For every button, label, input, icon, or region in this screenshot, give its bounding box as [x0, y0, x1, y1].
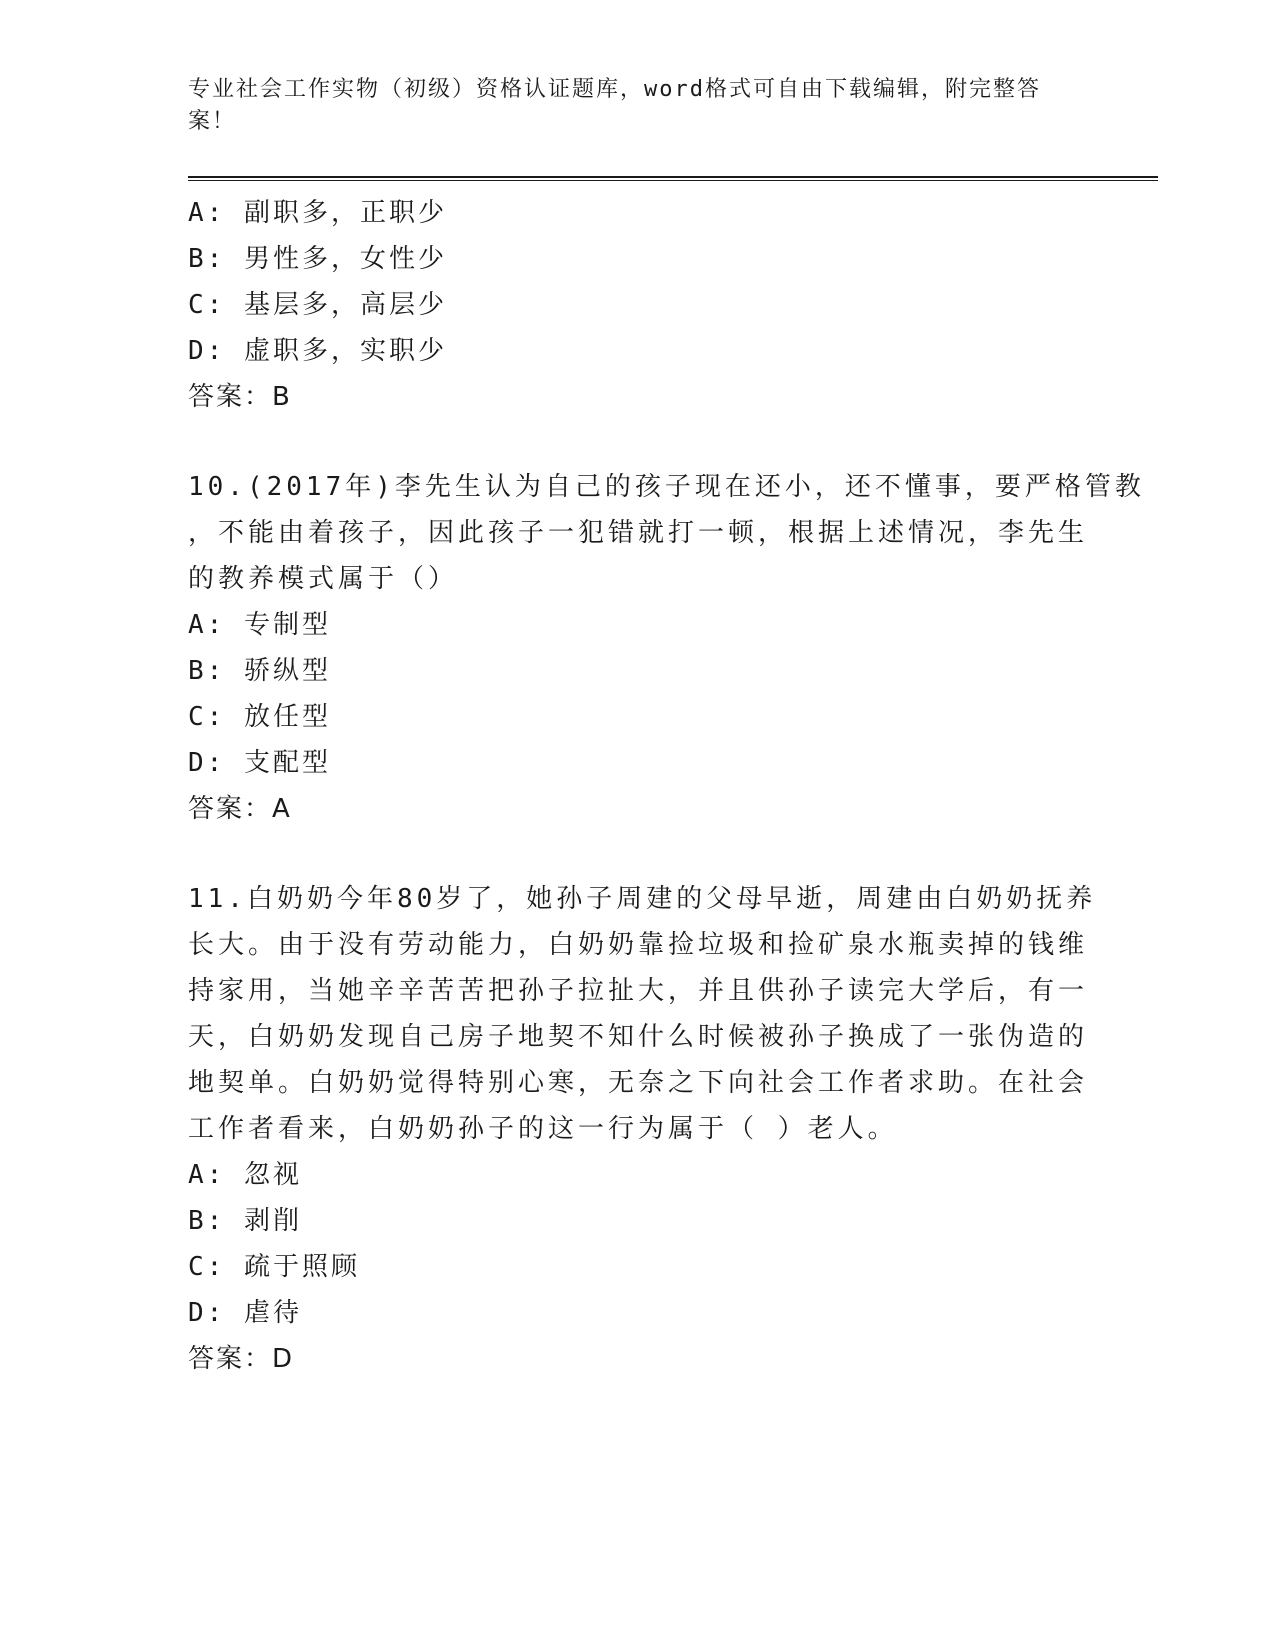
document-header	[188, 74, 1088, 138]
option-d: D: 虚职多，实职少	[188, 336, 447, 366]
question-stem-line: ，不能由着孩子，因此孩子一犯错就打一顿，根据上述情况，李先生	[188, 518, 1089, 548]
question-10	[188, 464, 1145, 832]
question-9	[188, 190, 1088, 420]
question-stem-line: 工作者看来，白奶奶孙子的这一行为属于（ ）老人。	[188, 1114, 898, 1144]
option-c: C: 放任型	[188, 702, 331, 732]
question-stem-line: 的教养模式属于（）	[188, 564, 459, 594]
option-d: D: 虐待	[188, 1298, 302, 1328]
answer-label: 答案：D	[188, 1344, 295, 1374]
option-a: A: 忽视	[188, 1160, 302, 1190]
option-b: B: 剥削	[188, 1206, 302, 1236]
question-stem-line: 10.(2017年)李先生认为自己的孩子现在还小，还不懂事，要严格管教	[188, 472, 1145, 502]
question-stem-line: 地契单。白奶奶觉得特别心寒，无奈之下向社会工作者求助。在社会	[188, 1068, 1089, 1098]
option-c: C: 疏于照顾	[188, 1252, 360, 1282]
question-spacer	[188, 420, 1088, 464]
answer-label: 答案：A	[188, 794, 292, 824]
header-line-2: 案！	[188, 109, 237, 134]
answer-label: 答案：B	[188, 382, 292, 412]
question-stem-line: 11.白奶奶今年80岁了，她孙子周建的父母早逝，周建由白奶奶抚养	[188, 884, 1097, 914]
question-spacer	[188, 832, 1088, 876]
option-b: B: 男性多，女性少	[188, 244, 447, 274]
option-a: A: 专制型	[188, 610, 331, 640]
header-line-1: 专业社会工作实物（初级）资格认证题库，word格式可自由下载编辑，附完整答	[188, 77, 1041, 102]
option-a: A: 副职多，正职少	[188, 198, 447, 228]
question-11	[188, 876, 1097, 1382]
header-divider	[188, 176, 1158, 181]
question-stem-line: 长大。由于没有劳动能力，白奶奶靠捡垃圾和捡矿泉水瓶卖掉的钱维	[188, 930, 1089, 960]
option-c: C: 基层多，高层少	[188, 290, 447, 320]
question-list	[188, 190, 1145, 1382]
question-stem-line: 持家用，当她辛辛苦苦把孙子拉扯大，并且供孙子读完大学后，有一	[188, 976, 1089, 1006]
option-d: D: 支配型	[188, 748, 331, 778]
question-stem-line: 天，白奶奶发现自己房子地契不知什么时候被孙子换成了一张伪造的	[188, 1022, 1089, 1052]
option-b: B: 骄纵型	[188, 656, 331, 686]
